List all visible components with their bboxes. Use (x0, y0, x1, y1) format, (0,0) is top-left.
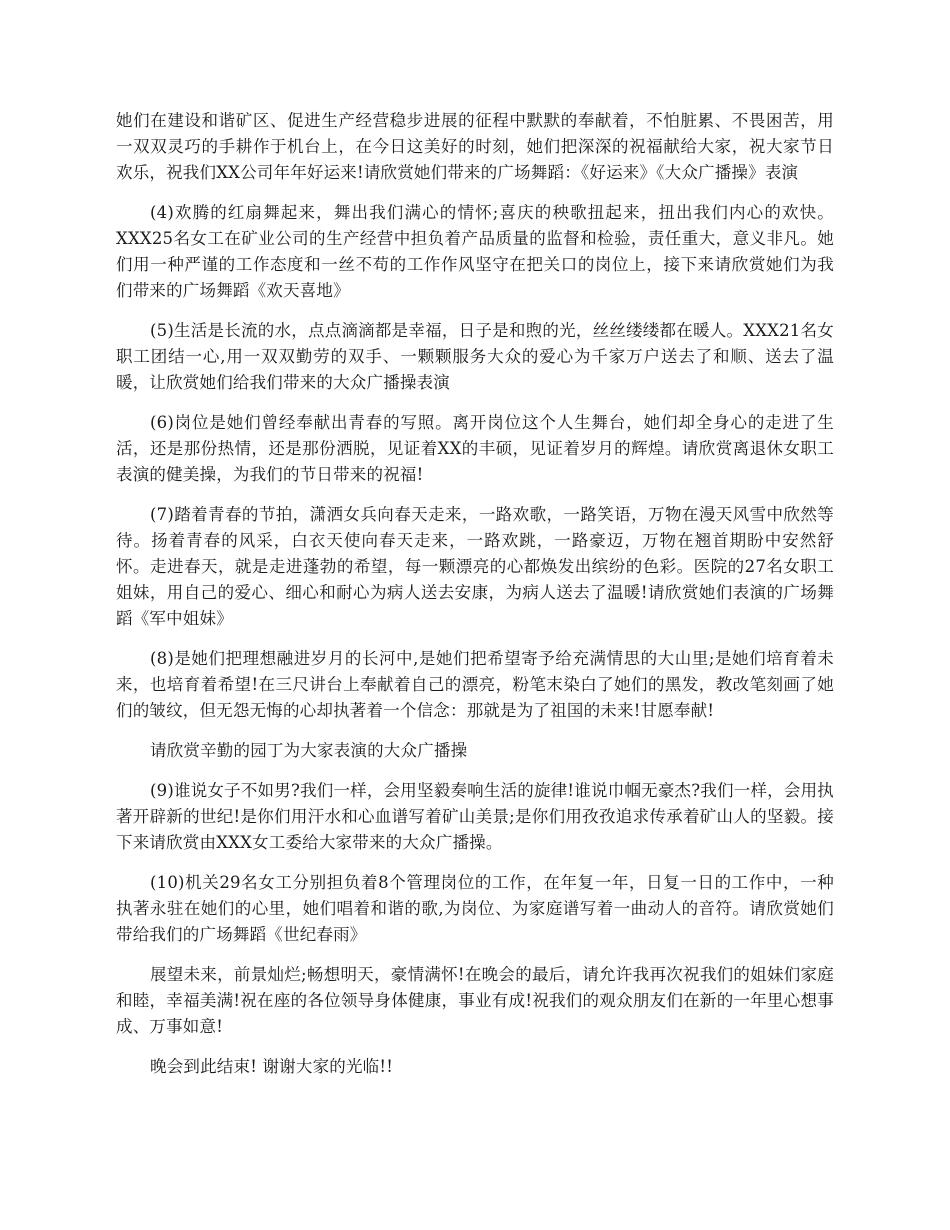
paragraph-7: (7)踏着青春的节拍，潇洒女兵向春天走来，一路欢歌，一路笑语，万物在漫天风雪中欣然等待。扬着青春的风采，白衣天使向春天走来，一路欢跳，一路豪迈，万物在翘首期盼中安然舒怀。走进春天，就是走进蓬勃的希望，每一颗漂亮的心都焕发出缤纷的色彩。医院的27名女职工姐妹，用自己的爱心、细心和耐心为病人送去安康，为病人送去了温暖!请欣赏她们表演的广场舞蹈《军中姐妹》 (116, 505, 834, 628)
paragraph-6: (6)岗位是她们曾经奉献出青春的写照。离开岗位这个人生舞台，她们却全身心的走进了生活，还是那份热情，还是那份洒脱，见证着XX的丰硕，见证着岁月的辉煌。请欣赏离退休女职工表演的健美操，为我们的节日带来的祝福! (116, 413, 834, 484)
paragraph-4: (4)欢腾的红扇舞起来，舞出我们满心的情怀;喜庆的秧歌扭起来，扭出我们内心的欢快。XXX25名女工在矿业公司的生产经营中担负着产品质量的监督和检验，责任重大，意义非凡。她们用一种严谨的工作态度和一丝不苟的工作作风坚守在把关口的岗位上，接下来请欣赏她们为我们带来的广场舞蹈《欢天喜地》 (116, 203, 834, 300)
document-body (116, 108, 834, 1094)
paragraph-8: (8)是她们把理想融进岁月的长河中,是她们把希望寄予给充满情思的大山里;是她们培育着未来，也培育着希望!在三尺讲台上奉献着自己的漂亮，粉笔末染白了她们的黑发，教改笔刻画了她们的皱纹，但无怨无悔的心却执著着一个信念：那就是为了祖国的未来!甘愿奉献! (116, 649, 834, 720)
paragraph-9: (9)谁说女子不如男?我们一样，会用坚毅奏响生活的旋律!谁说巾帼无豪杰?我们一样，会用执著开辟新的世纪!是你们用汗水和心血谱写着矿山美景;是你们用孜孜追求传承着矿山人的坚毅。接下来请欣赏由XXX女工委给大家带来的大众广播操。 (116, 781, 834, 852)
paragraph-5: (5)生活是长流的水，点点滴滴都是幸福，日子是和煦的光，丝丝缕缕都在暖人。XXX21名女职工团结一心,用一双双勤劳的双手、一颗颗服务大众的爱心为千家万户送去了和顺、送去了温暖，让欣赏她们给我们带来的大众广播操表演 (116, 321, 834, 392)
paragraph-closing: 晚会到此结束! 谢谢大家的光临!! (150, 1057, 394, 1076)
paragraph-10: (10)机关29名女工分别担负着8个管理岗位的工作，在年复一年，日复一日的工作中，一种执著永驻在她们的心里，她们唱着和谐的歌,为岗位、为家庭谱写着一曲动人的音符。请欣赏她们带给我们的广场舞蹈《世纪春雨》 (116, 873, 834, 944)
paragraph-outlook: 展望未来，前景灿烂;畅想明天，豪情满怀!在晚会的最后，请允许我再次祝我们的姐妹们家庭和睦，幸福美满!祝在座的各位领导身体健康，事业有成!祝我们的观众朋友们在新的一年里心想事成、万事如意! (116, 965, 834, 1036)
paragraph-intro: 她们在建设和谐矿区、促进生产经营稳步进展的征程中默默的奉献着，不怕脏累、不畏困苦，用一双双灵巧的手耕作于机台上，在今日这美好的时刻，她们把深深的祝福献给大家，祝大家节日欢乐，祝我们XX公司年年好运来!请欣赏她们带来的广场舞蹈：《好运来》《大众广播操》表演 (116, 111, 834, 182)
paragraph-gardener: 请欣赏辛勤的园丁为大家表演的大众广播操 (150, 741, 468, 760)
